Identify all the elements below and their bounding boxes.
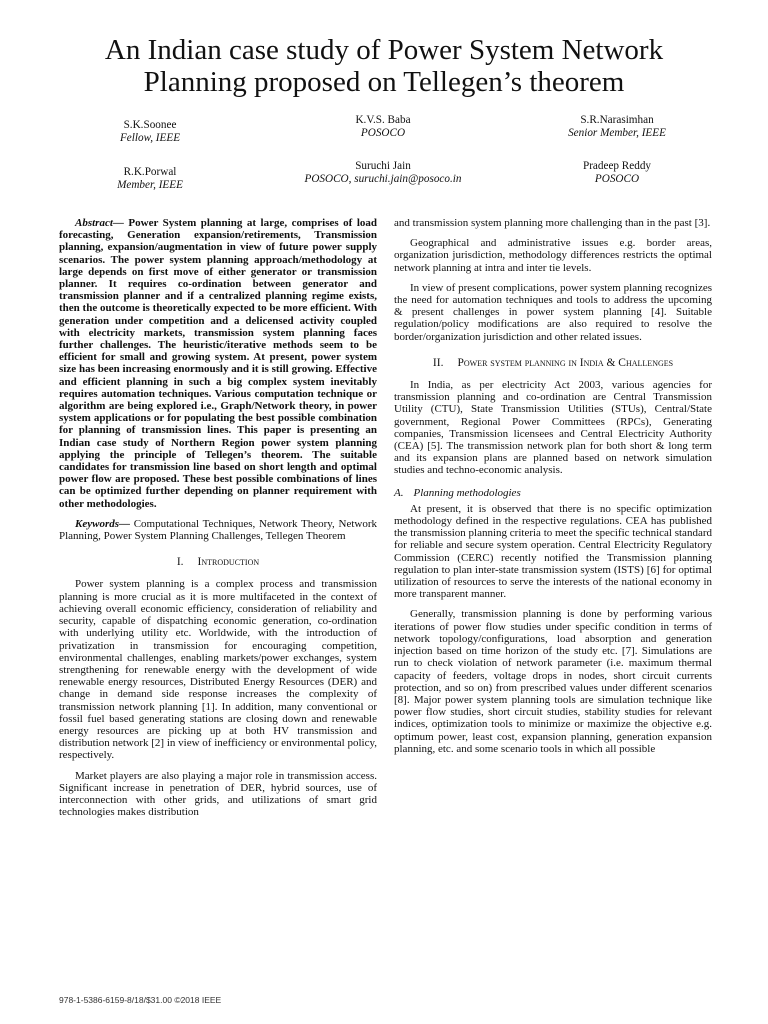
paragraph: In India, as per electricity Act 2003, various agencies for transmission planning and co-ordination are Central Transmission Utility (CTU), State Transmission Utilities (STUs), Central/State government, Regional Power Committees (RPCs), Generating companies, Transmission licensees and Central Electricity Authority (CEA) [5]. The transmission network plan for both short & long term and its expansion plans are planned based on network simulation studies and techno-economic analysis. <box>394 379 712 477</box>
author-affiliation: Member, IEEE <box>117 179 183 191</box>
paper-title <box>40 34 728 98</box>
paragraph: Market players are also playing a major role in transmission access. Significant increase in penetration of DER, hybrid sources, use of interconnection with other grids, and utilizations of smart grid technologies makes distribution <box>59 769 377 819</box>
author-block <box>517 160 717 186</box>
copyright-footer: 978-1-5386-6159-8/18/$31.00 ©2018 IEEE <box>59 995 222 1005</box>
author-block <box>283 114 483 140</box>
section-number: I. <box>176 556 184 569</box>
section-heading <box>59 556 377 568</box>
author-name: S.K.Soonee <box>123 119 177 131</box>
paragraph: Generally, transmission planning is done by performing various iterations of power flow studies under specific condition in terms of network topology/configurations, load absorption and generation injection based on time horizon of the study etc. [7]. Simulations are run to check violation of network parameter (i.e. maximum thermal capacity of feeders, voltage drops in nodes, short circuit currents protection, and so on) from prescribed values under different scenarios [8]. Major power system planning tools are simulation technique like power flow studies, short circuit studies, stability studies for relevant indices, optimization tools to minimize or maximize the objective e.g. optimum power, least cost, expansion planning, generation expansion planning, etc. and some scenario tools in which all possible <box>394 608 712 755</box>
paragraph: In view of present complications, power system planning recognizes the need for automation techniques and tools to address the upcoming & present challenges in power system planning [4]. Suitable regulation/policy modifications are also required to resolve the border/organization jurisdiction and other related issues. <box>394 281 712 343</box>
section-heading <box>394 357 712 369</box>
abstract-text: Power System planning at large, comprises of load forecasting, Generation expansion/retirements, Transmission planning, expansion/augmentation in view of future power supply scenarios. The power system planning approach/methodology at large depends on first move of either generator or transmission planner. It requires co-ordination between generator and transmission planner and if a centralized planning regime exists, then the outcome is theoretically expected to be more efficient. With generation under competition and a delicensed activity coupled with electricity markets, transmission system planning faces further challenges. The heuristic/iterative methods seem to be efficient for small and growing system. At present, power system size has been increasing enormously and it is still growing. Effective and efficient planning in such a big complex system inevitably requires automation techniques. Various computation technique or algorithm are being explored i.e., Graph/Network theory, in power system applications or for populating the best possible combination for planning of transmission lines. This paper is presenting an Indian case study of Northern Region power system planning applying the principle of Tellegen’s theorem. The suitable candidates for transmission line based on short length and optimal power flow are proposed. These best possible combinations of lines can be optimized further depending on planner requirement with other methodologies. <box>59 217 377 510</box>
paragraph: At present, it is observed that there is no specific optimization methodology defined in the respective regulations. CEA has published the transmission planning criteria to meet the specific technical standard for reliable and secure system operation. Central Electricity Regulatory Commission (CERC) recently notified the Transmission planning regulation to plan inter-state transmission system (ISTS) [6] for optimal utilization of resources to serve the interests of the national economy in more transparent manner. <box>394 502 712 601</box>
title-line-2: Planning proposed on Tellegen’s theorem <box>143 66 625 98</box>
author-affiliation: POSOCO <box>360 127 406 139</box>
author-name: Suruchi Jain <box>355 160 411 172</box>
author-block <box>50 119 250 145</box>
keywords <box>59 518 377 542</box>
abstract <box>59 217 377 510</box>
author-name: K.V.S. Baba <box>355 114 411 126</box>
author-name: R.K.Porwal <box>123 166 177 178</box>
paragraph: Power system planning is a complex process and transmission planning is more crucial as it is more multifaceted in the context of achieving overall economic efficiency, consideration of reliability and security, capable of dispatching economic generation, co-ordination with underlying utility etc. Worldwide, with the introduction of privatization in transmission for encouraging competition, environmental challenges, enabling markets/power exchanges, system strengthening for renewable energy with the development of wide renewable energy resources, Distributed Energy Resources (DER) and change in demand side response increases the complexity of transmission network planning [1]. In addition, many conventional or fossil fuel based generating stations are closing down and renewable energy resources are picking up at both HV transmission and distribution network [2] in view of inefficiency or environmental policy, respectively. <box>59 578 378 762</box>
author-block <box>517 114 717 140</box>
paragraph: and transmission system planning more challenging than in the past [3]. <box>394 217 711 229</box>
left-column <box>59 217 377 826</box>
author-affiliation: POSOCO, suruchi.jain@posoco.in <box>304 173 462 185</box>
author-affiliation: POSOCO <box>594 173 640 185</box>
right-column <box>394 217 712 763</box>
subsection-heading <box>394 487 712 499</box>
section-title: Power system planning in India & Challenges <box>457 356 674 369</box>
author-affiliation: Fellow, IEEE <box>119 132 181 144</box>
section-title: Introduction <box>197 556 260 569</box>
paragraph: Geographical and administrative issues e.g. border areas, organization jurisdiction, methodology differences restricts the optimal network planning at intra and inter tie levels. <box>394 237 712 274</box>
abstract-lead: Abstract— <box>75 217 124 229</box>
author-affiliation: Senior Member, IEEE <box>568 127 666 139</box>
author-name: S.R.Narasimhan <box>580 114 654 126</box>
author-name: Pradeep Reddy <box>582 160 652 172</box>
subsection-title: Planning methodologies <box>413 486 521 499</box>
keywords-text: Computational Techniques, Network Theory, Network Planning, Power System Planning Challenges, Tellegen Theorem <box>59 517 377 543</box>
subsection-number: A. <box>394 486 404 499</box>
author-block <box>50 166 250 192</box>
title-line-1: An Indian case study of Power System Network <box>104 34 664 66</box>
author-block <box>283 160 483 186</box>
keywords-lead: Keywords— <box>75 517 130 530</box>
section-number: II. <box>432 356 444 369</box>
